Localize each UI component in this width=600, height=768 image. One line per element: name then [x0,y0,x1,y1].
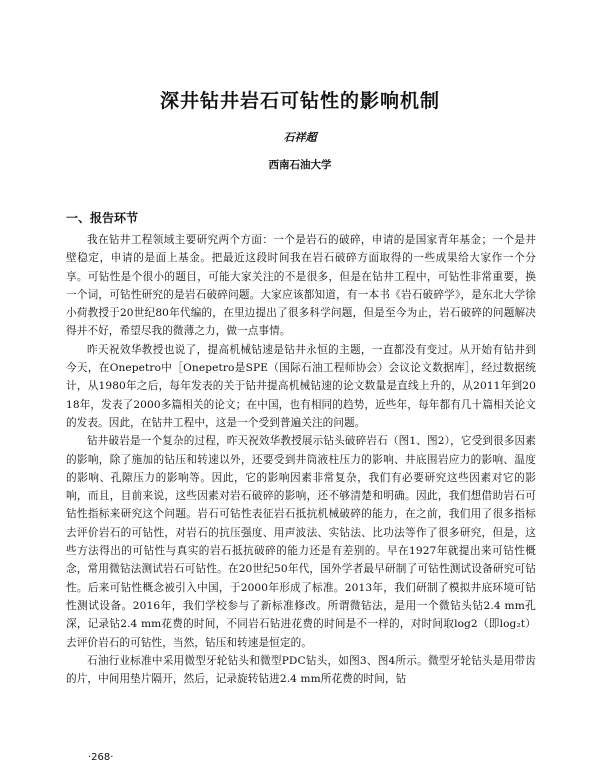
page-number: ·268· [88,752,114,763]
paragraph: 石油行业标准中采用微型牙轮钻头和微型PDC钻头，如图3、图4所示。微型牙轮钻头是用带齿的片，中间用垫片隔开，然后，记录旋转钻进2.4 mm所花费的时间，钻 [66,654,536,686]
section-heading: 一、报告环节 [66,211,139,225]
paragraph: 我在钻井工程领域主要研究两个方面：一个是岩石的破碎，申请的是国家青年基金；一个是井壁稳定，申请的是面上基金。把最近这段时间我在岩石破碎方面取得的一些成果给大家作一个分享。可钻性是个很小的题目，可能大家关注的不是很多，但是在钻井工程中，可钻性非常重要，换一个词，可钻性研究的是岩石破碎问题。大家应该都知道，有一本书《岩石破碎学》，是东北大学徐小荷教授于20世纪80年代编的，在里边提出了很多科学问题，但是至今为止，岩石破碎的问题解决得并不好，希望尽我的微薄之力，做一点事情。 [66,234,536,338]
paragraph: 钻井破岩是一个复杂的过程，昨天祝效华教授展示钻头破碎岩石（图1、图2），它受到很多因素的影响，除了施加的钻压和转速以外，还要受到井筒液柱压力的影响、井底围岩应力的影响、温度的影响、孔隙压力的影响等。因此，它的影响因素非常复杂，我们有必要研究这些因素对它的影响，而且，目前来说，这些因素对岩石破碎的影响，还不够清楚和明确。因此，我们想借助岩石可钻性指标来研究这个问题。岩石可钻性表征岩石抵抗机械破碎的能力，在之前，我们用了很多指标去评价岩石的可钻性，对岩石的抗压强度、用声波法、实钻法、比功法等作了很多研究，但是，这些方法得出的可钻性与真实的岩石抵抗破碎的能力还是有差别的。早在1927年就提出来可钻性概念，常用微钻法测试岩石可钻性。在20世纪50年代，国外学者最早研制了可钻性测试设备研究可钻性。后来可钻性概念被引入中国，于2000年形成了标准。2013年，我们研制了模拟井底环境可钻性测试设备。2016年，我们学校参与了新标准修改。所谓微钻法，是用一个微钻头钻2.4 mm孔深，记录钻2.4 mm花费的时间，不同岩石钻进花费的时间是不一样的，对时间取log2（即log₂t）去评价岩石的可钻性，当然，钻压和转速是恒定的。 [66,435,536,649]
paragraph: 昨天祝效华教授也说了，提高机械钻速是钻井永恒的主题，一直都没有变过。从开始有钻井到今天，在Onepetro中［Onepetro是SPE（国际石油工程师协会）会议论文数据库］，经过数据统计，从1980年之后，每年发表的关于钻井提高机械钻速的论文数量是直线上升的，从2011年到2018年，发表了2000多篇相关的论文；在中国，也有相同的趋势，近些年，每年都有几十篇相关论文的发表。因此，在钻井工程中，这是一个受到普遍关注的问题。 [66,343,536,429]
article-title: 深井钻井岩石可钻性的影响机制 [159,90,440,112]
author-name: 石祥超 [283,131,317,144]
author-affiliation: 西南石油大学 [268,159,332,171]
body-text [66,231,536,688]
